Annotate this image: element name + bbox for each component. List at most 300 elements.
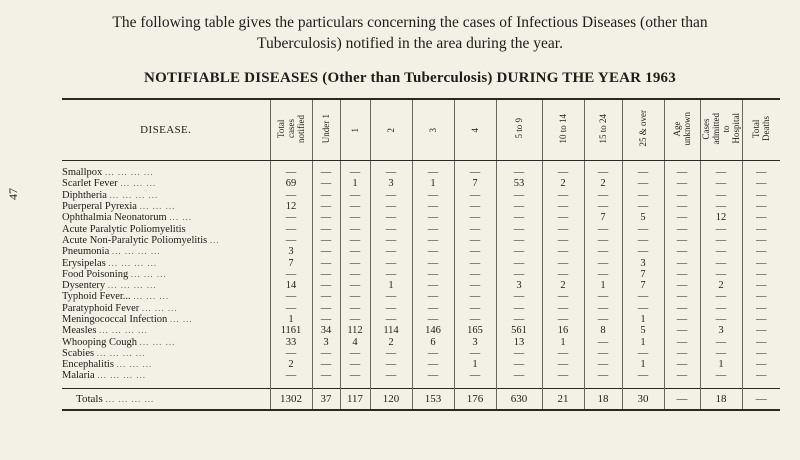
leader-dots: ... ... ... ... — [109, 189, 159, 200]
table-row — [62, 178, 780, 189]
table-cell: — — [454, 190, 496, 201]
totals-cell: 18 — [584, 388, 622, 410]
table-cell: 3 — [370, 178, 412, 189]
table-cell: — — [584, 359, 622, 370]
table-cell: — — [664, 190, 700, 201]
table-cell: — — [370, 359, 412, 370]
table-cell: 2 — [370, 336, 412, 347]
table-cell: — — [412, 303, 454, 314]
table-cell: 7 — [270, 257, 312, 268]
table-cell: — — [542, 201, 584, 212]
header-row — [62, 99, 780, 161]
table-cell: — — [370, 212, 412, 223]
table-cell: — — [312, 348, 340, 359]
table-cell: — — [312, 370, 340, 381]
table-cell: — — [700, 246, 742, 257]
table-cell: — — [542, 314, 584, 325]
table-cell: 1 — [622, 336, 664, 347]
table-row — [62, 167, 780, 178]
table-cell: — — [340, 280, 370, 291]
table-cell: — — [700, 167, 742, 178]
table-cell: — — [542, 223, 584, 234]
table-cell: — — [622, 348, 664, 359]
column-header-label: 5 to 9 — [514, 118, 524, 139]
table-cell: — — [664, 167, 700, 178]
table-cell: 12 — [700, 212, 742, 223]
table-cell: — — [340, 359, 370, 370]
column-header — [742, 99, 780, 161]
table-cell: — — [584, 201, 622, 212]
table-cell: 7 — [622, 269, 664, 280]
column-header — [370, 99, 412, 161]
table-cell: — — [340, 291, 370, 302]
table-cell: — — [412, 235, 454, 246]
table-cell: — — [542, 190, 584, 201]
table-cell: — — [622, 303, 664, 314]
table-cell: 1 — [622, 314, 664, 325]
table-cell: — — [584, 291, 622, 302]
table-cell: — — [270, 348, 312, 359]
table-cell: — — [496, 167, 542, 178]
table-cell: — — [454, 269, 496, 280]
table-cell: — — [312, 201, 340, 212]
table-cell: 146 — [412, 325, 454, 336]
table-cell: — — [700, 314, 742, 325]
totals-cell: 176 — [454, 388, 496, 410]
table-row — [62, 370, 780, 381]
table-cell: — — [542, 348, 584, 359]
table-cell: 112 — [340, 325, 370, 336]
column-header-label: Total Deaths — [751, 116, 772, 141]
table-cell: — — [496, 246, 542, 257]
table-cell: — — [412, 280, 454, 291]
table-cell: — — [664, 246, 700, 257]
table-cell: — — [370, 303, 412, 314]
totals-cell: 18 — [700, 388, 742, 410]
table-cell: — — [312, 190, 340, 201]
table-cell: — — [584, 257, 622, 268]
disease-name-cell — [62, 246, 270, 257]
table-cell: 53 — [496, 178, 542, 189]
table-cell: — — [742, 370, 780, 381]
table-cell: — — [496, 291, 542, 302]
table-cell: — — [664, 178, 700, 189]
table-cell: — — [622, 370, 664, 381]
table-cell: — — [412, 314, 454, 325]
table-cell: — — [340, 190, 370, 201]
table-cell: 2 — [270, 359, 312, 370]
table-cell: — — [412, 348, 454, 359]
table-cell: — — [496, 223, 542, 234]
table-cell: — — [622, 167, 664, 178]
table-cell: — — [312, 314, 340, 325]
table-cell: — — [742, 201, 780, 212]
totals-cell: — — [742, 388, 780, 410]
table-cell: — — [370, 291, 412, 302]
disease-name: Scarlet Fever — [62, 178, 118, 190]
table-cell: — — [454, 291, 496, 302]
table-cell: — — [496, 190, 542, 201]
column-header — [622, 99, 664, 161]
table-cell: — — [622, 201, 664, 212]
table-cell: — — [542, 359, 584, 370]
table-cell: — — [700, 269, 742, 280]
table-cell: — — [622, 235, 664, 246]
table-cell: — — [454, 212, 496, 223]
table-cell: — — [312, 269, 340, 280]
table-cell: — — [370, 269, 412, 280]
column-header-label: Age unknown — [672, 111, 692, 146]
table-cell: — — [454, 235, 496, 246]
totals-cell: 153 — [412, 388, 454, 410]
table-cell: — — [270, 212, 312, 223]
table-cell: — — [664, 212, 700, 223]
table-cell: 1161 — [270, 325, 312, 336]
table-cell: 13 — [496, 336, 542, 347]
table-row — [62, 336, 780, 347]
leader-dots: ... ... ... ... — [96, 347, 146, 358]
table-cell: — — [742, 269, 780, 280]
table-cell: — — [496, 314, 542, 325]
table-cell: — — [270, 235, 312, 246]
disease-name: Whooping Cough — [62, 336, 137, 348]
leader-dots: ... ... ... ... — [97, 370, 147, 381]
table-heading: NOTIFIABLE DISEASES (Other than Tuberculosis) DURING THE YEAR 1963 — [144, 70, 676, 86]
column-header-label: Cases admitted to Hospital — [701, 112, 741, 145]
table-row — [62, 201, 780, 212]
table-cell: — — [340, 167, 370, 178]
table-cell: — — [742, 314, 780, 325]
table-cell: 114 — [370, 325, 412, 336]
table-cell: — — [742, 223, 780, 234]
column-header-label: DISEASE. — [140, 124, 192, 136]
intro-paragraph — [60, 12, 760, 54]
column-header — [496, 99, 542, 161]
table-cell: — — [700, 201, 742, 212]
table-cell: — — [664, 280, 700, 291]
table-cell: 1 — [454, 359, 496, 370]
table-cell: — — [584, 370, 622, 381]
table-cell: 5 — [622, 212, 664, 223]
disease-name: Smallpox — [62, 167, 103, 179]
table-cell: 3 — [700, 325, 742, 336]
table-cell: — — [664, 291, 700, 302]
disease-name: Measles — [62, 325, 97, 337]
disease-name: Pneumonia — [62, 246, 110, 258]
table-row — [62, 235, 780, 246]
table-row — [62, 269, 780, 280]
table-body — [62, 161, 780, 389]
disease-name: Scabies — [62, 347, 95, 359]
table-cell: — — [664, 314, 700, 325]
table-cell: — — [700, 235, 742, 246]
disease-name-cell — [62, 359, 270, 370]
table-cell: — — [412, 201, 454, 212]
table-cell: — — [742, 359, 780, 370]
table-cell: — — [664, 359, 700, 370]
table-cell: — — [664, 325, 700, 336]
table-cell: — — [700, 348, 742, 359]
table-cell: — — [664, 235, 700, 246]
table-cell: — — [584, 246, 622, 257]
table-cell: — — [742, 235, 780, 246]
table-cell: 2 — [542, 280, 584, 291]
table-cell: 1 — [340, 178, 370, 189]
table-cell: — — [412, 257, 454, 268]
disease-name: Meningococcal Infection — [62, 314, 168, 325]
table-cell: — — [312, 212, 340, 223]
table-cell: — — [542, 269, 584, 280]
column-header — [412, 99, 454, 161]
disease-name-cell — [62, 269, 270, 280]
table-cell: — — [496, 201, 542, 212]
table-cell: — — [340, 235, 370, 246]
table-cell: — — [312, 291, 340, 302]
intro-line-1: The following table gives the particulars concerning the cases of Infectious Diseases (other than — [112, 14, 708, 31]
disease-name-cell — [62, 257, 270, 268]
table-cell: — — [270, 167, 312, 178]
leader-dots: ... ... ... ... — [108, 257, 158, 268]
table-cell: — — [742, 348, 780, 359]
table-cell: — — [742, 325, 780, 336]
table-cell: — — [270, 303, 312, 314]
table-cell: 2 — [542, 178, 584, 189]
table-cell: — — [700, 223, 742, 234]
totals-cell: — — [664, 388, 700, 410]
leader-dots: ... ... ... — [116, 359, 153, 370]
table-cell: — — [312, 303, 340, 314]
table-cell: — — [312, 359, 340, 370]
table-cell: — — [584, 223, 622, 234]
notifiable-diseases-table — [62, 98, 780, 411]
table-cell: 12 — [270, 201, 312, 212]
leader-dots: ... ... ... — [130, 268, 167, 279]
table-row — [62, 325, 780, 336]
table-cell: — — [340, 314, 370, 325]
totals-label: Totals — [76, 392, 103, 405]
table-cell: — — [700, 190, 742, 201]
table-cell: 7 — [622, 280, 664, 291]
table-cell: — — [664, 257, 700, 268]
table-cell: — — [454, 201, 496, 212]
table-cell: — — [312, 235, 340, 246]
disease-name: Acute Non-Paralytic Poliomyelitis — [62, 234, 208, 246]
table-cell: — — [270, 223, 312, 234]
column-header-label: 1 — [350, 128, 360, 133]
column-header — [542, 99, 584, 161]
table-cell: — — [370, 190, 412, 201]
table-cell: — — [412, 291, 454, 302]
table-cell: 1 — [700, 359, 742, 370]
table-cell: 1 — [622, 359, 664, 370]
table-cell: — — [496, 257, 542, 268]
table-cell: — — [664, 370, 700, 381]
table-cell: — — [270, 291, 312, 302]
disease-name: Paratyphoid Fever — [62, 302, 140, 314]
disease-name: Acute Paralytic Poliomyelitis — [62, 223, 186, 235]
table-cell: — — [412, 359, 454, 370]
table-cell: — — [496, 212, 542, 223]
leader-dots: ... ... ... — [120, 178, 157, 189]
column-header-label: Under 1 — [321, 113, 331, 144]
table-cell: 34 — [312, 325, 340, 336]
table-cell: — — [270, 190, 312, 201]
table-cell: — — [700, 303, 742, 314]
table-cell: — — [340, 212, 370, 223]
table-cell: — — [340, 348, 370, 359]
table-cell: — — [370, 246, 412, 257]
table-cell: — — [312, 223, 340, 234]
totals-cell: 1302 — [270, 388, 312, 410]
table-cell: — — [270, 269, 312, 280]
disease-name: Typhoid Fever... — [62, 291, 131, 303]
table-cell: 69 — [270, 178, 312, 189]
table-cell: 2 — [584, 178, 622, 189]
disease-name-cell — [62, 201, 270, 212]
table-cell: — — [340, 201, 370, 212]
leader-dots: ... ... ... ... — [104, 167, 154, 178]
disease-name-cell — [62, 235, 270, 246]
leader-dots: ... ... ... — [141, 302, 178, 313]
table-cell: — — [622, 223, 664, 234]
table-cell: 33 — [270, 336, 312, 347]
table-row — [62, 257, 780, 268]
table-cell: — — [742, 303, 780, 314]
table-cell: — — [742, 190, 780, 201]
leader-dots: ... ... ... ... — [105, 393, 155, 404]
column-header-label: 3 — [428, 128, 438, 133]
table-cell: — — [622, 178, 664, 189]
table-cell: — — [454, 223, 496, 234]
table-cell: 1 — [584, 280, 622, 291]
table-row — [62, 314, 780, 325]
column-header — [454, 99, 496, 161]
table-cell: 1 — [412, 178, 454, 189]
table-cell: — — [496, 359, 542, 370]
totals-cell: 630 — [496, 388, 542, 410]
leader-dots: ... ... ... ... — [107, 280, 157, 291]
table-cell: 1 — [370, 280, 412, 291]
table-cell: 8 — [584, 325, 622, 336]
table-cell: — — [700, 370, 742, 381]
table-cell: — — [542, 303, 584, 314]
table-cell: 561 — [496, 325, 542, 336]
column-header — [664, 99, 700, 161]
disease-name-cell — [62, 212, 270, 223]
table-cell: — — [664, 269, 700, 280]
table-cell: — — [664, 201, 700, 212]
table-cell: — — [370, 235, 412, 246]
table-row — [62, 280, 780, 291]
table-cell: — — [312, 167, 340, 178]
totals-label-cell — [62, 388, 270, 410]
disease-name-cell — [62, 325, 270, 336]
table-cell: 7 — [454, 178, 496, 189]
table-cell: — — [742, 167, 780, 178]
disease-name-cell — [62, 167, 270, 178]
table-cell: — — [584, 190, 622, 201]
table-cell: 7 — [584, 212, 622, 223]
table-cell: — — [700, 336, 742, 347]
table-cell: 1 — [542, 336, 584, 347]
table-cell: 3 — [622, 257, 664, 268]
table-row — [62, 223, 780, 234]
table-cell: — — [412, 167, 454, 178]
table-cell: — — [370, 314, 412, 325]
leader-dots: ... ... — [169, 212, 193, 223]
table-cell: — — [542, 370, 584, 381]
table-cell: — — [584, 336, 622, 347]
table-cell: — — [454, 280, 496, 291]
table-cell: — — [542, 257, 584, 268]
column-header-label: 4 — [470, 128, 480, 133]
table-cell: 165 — [454, 325, 496, 336]
table-cell: — — [454, 167, 496, 178]
table-row — [62, 359, 780, 370]
table-cell: — — [454, 257, 496, 268]
table-cell: 5 — [622, 325, 664, 336]
table-cell: — — [542, 291, 584, 302]
leader-dots: ... ... ... — [139, 336, 176, 347]
table-cell: — — [584, 348, 622, 359]
table-cell: — — [742, 178, 780, 189]
table-cell: — — [700, 257, 742, 268]
leader-dots: ... ... — [169, 314, 193, 324]
table-cell: — — [340, 223, 370, 234]
disease-name-cell — [62, 336, 270, 347]
table-cell: — — [370, 223, 412, 234]
table-cell: — — [584, 167, 622, 178]
table-row — [62, 246, 780, 257]
disease-name: Diphtheria — [62, 189, 107, 201]
table-cell: — — [312, 246, 340, 257]
table-cell: — — [340, 257, 370, 268]
table-cell: — — [454, 370, 496, 381]
table-cell: — — [700, 291, 742, 302]
table-cell: — — [542, 212, 584, 223]
page-number: 47 — [6, 188, 20, 200]
table-cell: 3 — [496, 280, 542, 291]
table-cell: — — [370, 370, 412, 381]
totals-row — [62, 388, 780, 410]
column-header — [584, 99, 622, 161]
table-cell: — — [312, 257, 340, 268]
leader-dots: ... — [209, 234, 220, 245]
table-cell: — — [340, 246, 370, 257]
table-cell: — — [742, 212, 780, 223]
column-header-label: 25 & over — [638, 110, 648, 147]
column-header — [340, 99, 370, 161]
disease-name-cell — [62, 348, 270, 359]
disease-name-cell — [62, 314, 270, 325]
table-row — [62, 212, 780, 223]
column-header-label: 10 to 14 — [558, 113, 568, 144]
table-cell: — — [412, 370, 454, 381]
table-cell: — — [742, 246, 780, 257]
table-row — [62, 291, 780, 302]
table-cell: — — [370, 257, 412, 268]
disease-name-cell — [62, 223, 270, 234]
table-cell: — — [412, 190, 454, 201]
table-cell: — — [664, 348, 700, 359]
table-cell: — — [542, 235, 584, 246]
table-cell: — — [412, 223, 454, 234]
table-cell: — — [496, 235, 542, 246]
table-cell: 6 — [412, 336, 454, 347]
table-row — [62, 190, 780, 201]
table-cell: — — [584, 269, 622, 280]
table-cell: — — [742, 291, 780, 302]
